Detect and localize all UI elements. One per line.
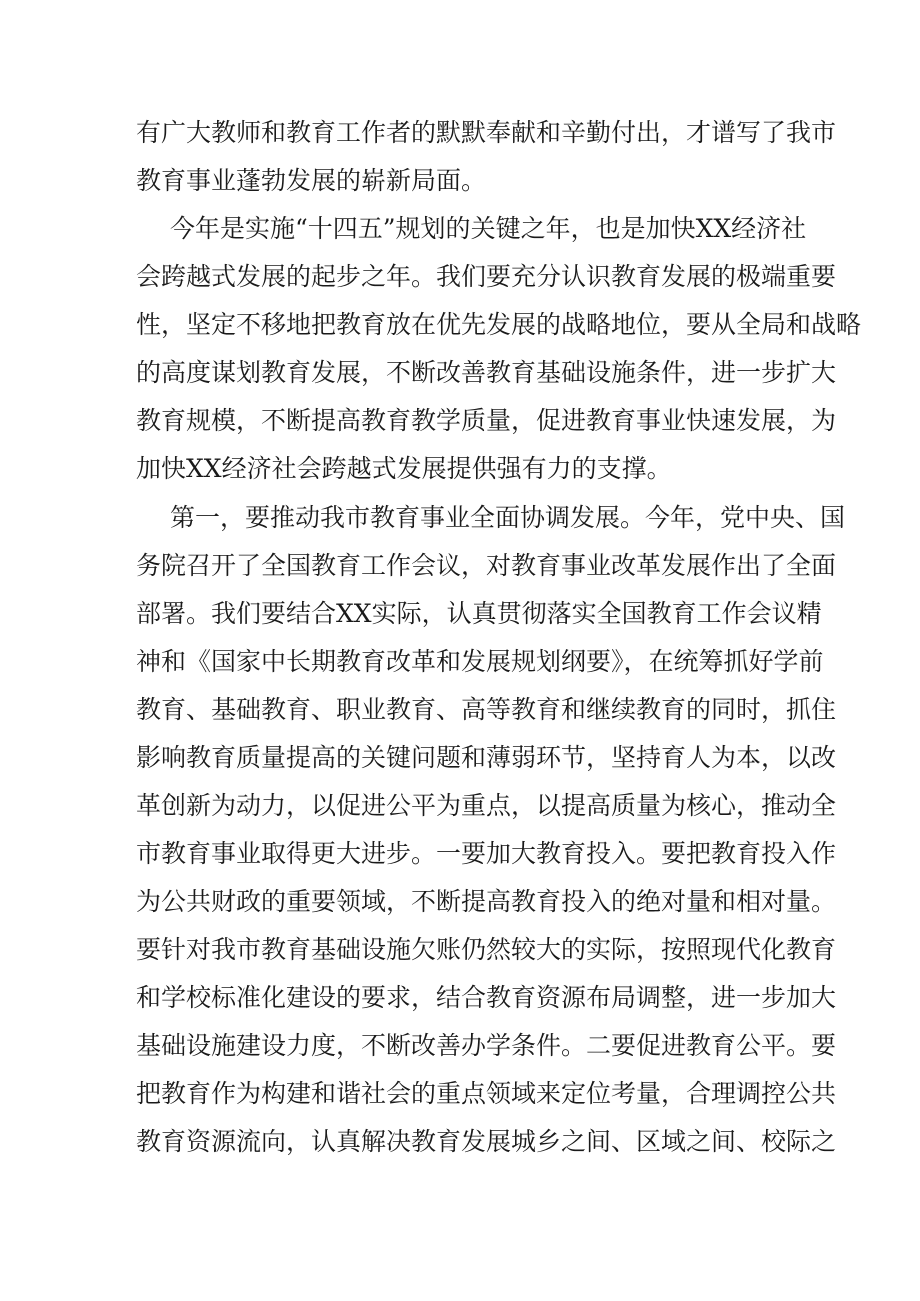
text-line: 教育规模，不断提高教育教学质量，促进教育事业快速发展，为 (136, 406, 837, 435)
text-line: 的高度谋划教育发展，不断改善教育基础设施条件，进一步扩大 (136, 358, 837, 387)
text-line: 加快XX经济社会跨越式发展提供强有力的支撑。 (136, 454, 672, 483)
text-line: 基础设施建设力度，不断改善办学条件。二要促进教育公平。要 (136, 1031, 837, 1060)
text-line: 务院召开了全国教育工作会议，对教育事业改革发展作出了全面 (136, 551, 837, 580)
text-line: 性，坚定不移地把教育放在优先发展的战略地位，要从全局和战略 (136, 310, 862, 339)
text-line: 市教育事业取得更大进步。一要加大教育投入。要把教育投入作 (136, 839, 837, 868)
text-line: 部署。我们要结合XX实际，认真贯彻落实全国教育工作会议精 (136, 599, 822, 628)
text-line: 神和《国家中长期教育改革和发展规划纲要》，在统筹抓好学前 (136, 647, 824, 676)
text-line: 为公共财政的重要领域，不断提高教育投入的绝对量和相对量。 (136, 887, 837, 916)
text-line: 影响教育质量提高的关键问题和薄弱环节，坚持育人为本，以改 (136, 743, 837, 772)
text-line: 教育事业蓬勃发展的崭新局面。 (136, 166, 487, 195)
text-line: 有广大教师和教育工作者的默默奉献和辛勤付出，才谱写了我市 (136, 118, 837, 147)
text-line: 要针对我市教育基础设施欠账仍然较大的实际，按照现代化教育 (136, 935, 837, 964)
text-line: 把教育作为构建和谐社会的重点领域来定位考量，合理调控公共 (136, 1079, 837, 1108)
text-line: 今年是实施“十四五”规划的关键之年，也是加快XX经济社 (170, 214, 807, 243)
text-line: 和学校标准化建设的要求，结合教育资源布局调整，进一步加大 (136, 983, 837, 1012)
text-line: 教育资源流向，认真解决教育发展城乡之间、区域之间、校际之 (136, 1127, 837, 1156)
text-line: 第一，要推动我市教育事业全面协调发展。今年，党中央、国 (170, 503, 846, 532)
text-line: 会跨越式发展的起步之年。我们要充分认识教育发展的极端重要 (136, 262, 837, 291)
text-line: 教育、基础教育、职业教育、高等教育和继续教育的同时，抓住 (136, 695, 837, 724)
text-line: 革创新为动力，以促进公平为重点，以提高质量为核心，推动全 (136, 791, 837, 820)
